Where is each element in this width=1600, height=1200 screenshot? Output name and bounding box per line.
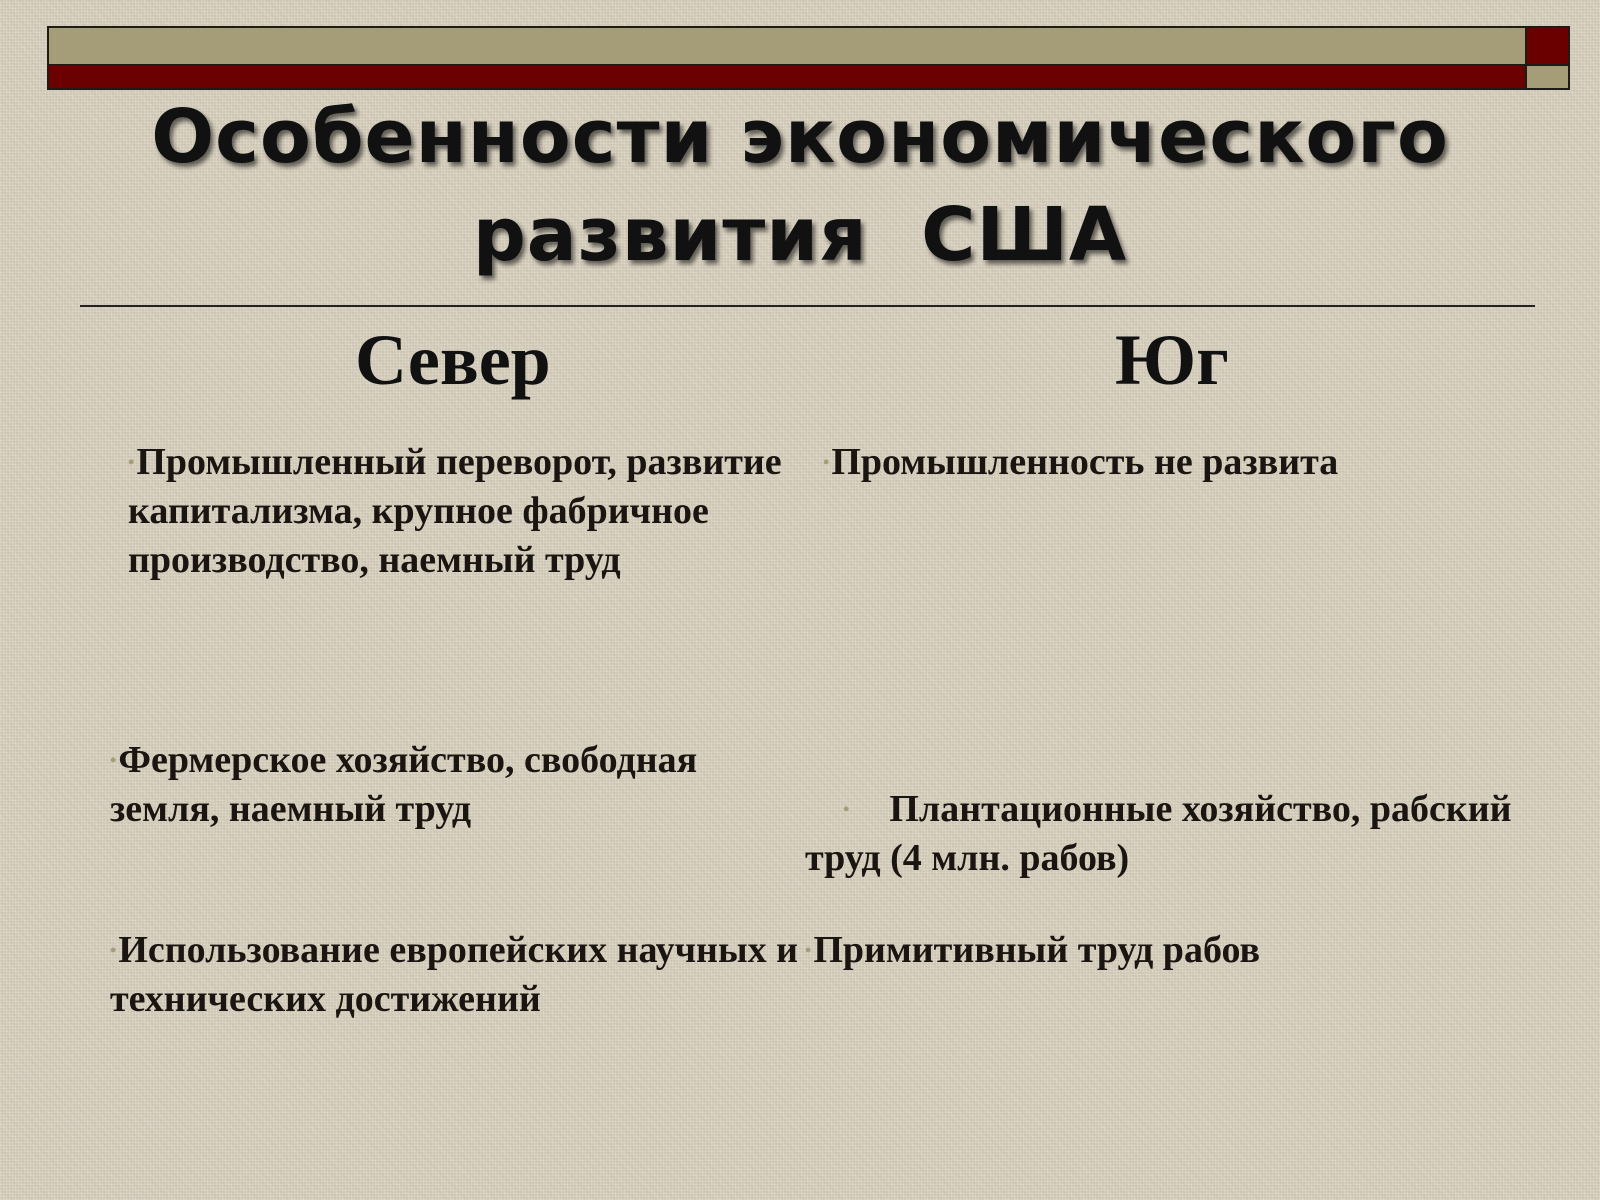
corner-decor-block bbox=[1525, 26, 1570, 90]
north-item-2-text: Фермерское хозяйство, свободная земля, наемный труд bbox=[110, 739, 698, 830]
north-item-1-text: Промышленный переворот, развитие капитализма, крупное фабричное производство, наемный труд bbox=[128, 441, 782, 581]
bullet-icon: • bbox=[805, 940, 812, 960]
title-divider bbox=[80, 305, 1535, 307]
corner-red-square bbox=[1527, 28, 1568, 66]
bullet-icon: • bbox=[110, 940, 117, 960]
north-item-1 bbox=[128, 438, 788, 585]
south-item-2-text: Плантационные хозяйство, рабский труд (4 млн. рабов) bbox=[805, 788, 1522, 879]
olive-stripe bbox=[49, 28, 1529, 66]
slide-title bbox=[0, 88, 1600, 284]
north-item-2 bbox=[110, 736, 800, 834]
dark-red-stripe bbox=[49, 66, 1529, 88]
title-line-1: Особенности экономического bbox=[151, 94, 1449, 180]
south-item-1-text: Промышленность не развита bbox=[831, 441, 1339, 483]
south-item-3 bbox=[805, 926, 1525, 975]
bullet-icon: • bbox=[128, 452, 135, 472]
top-decor-bar bbox=[47, 26, 1528, 90]
bullet-icon: • bbox=[110, 750, 117, 770]
north-item-3-text: Использование европейских научных и технических достижений bbox=[110, 929, 799, 1020]
title-line-2: развития США bbox=[472, 192, 1128, 278]
column-heading-north: Север bbox=[355, 320, 551, 400]
column-heading-south: Юг bbox=[1115, 320, 1229, 400]
north-item-3 bbox=[110, 926, 800, 1024]
corner-olive-square bbox=[1527, 66, 1568, 88]
bullet-icon: • bbox=[843, 799, 850, 819]
south-item-3-text: Примитивный труд рабов bbox=[813, 929, 1261, 971]
bullet-icon: • bbox=[823, 452, 830, 472]
south-item-2 bbox=[805, 736, 1525, 932]
south-item-1 bbox=[823, 438, 1543, 487]
